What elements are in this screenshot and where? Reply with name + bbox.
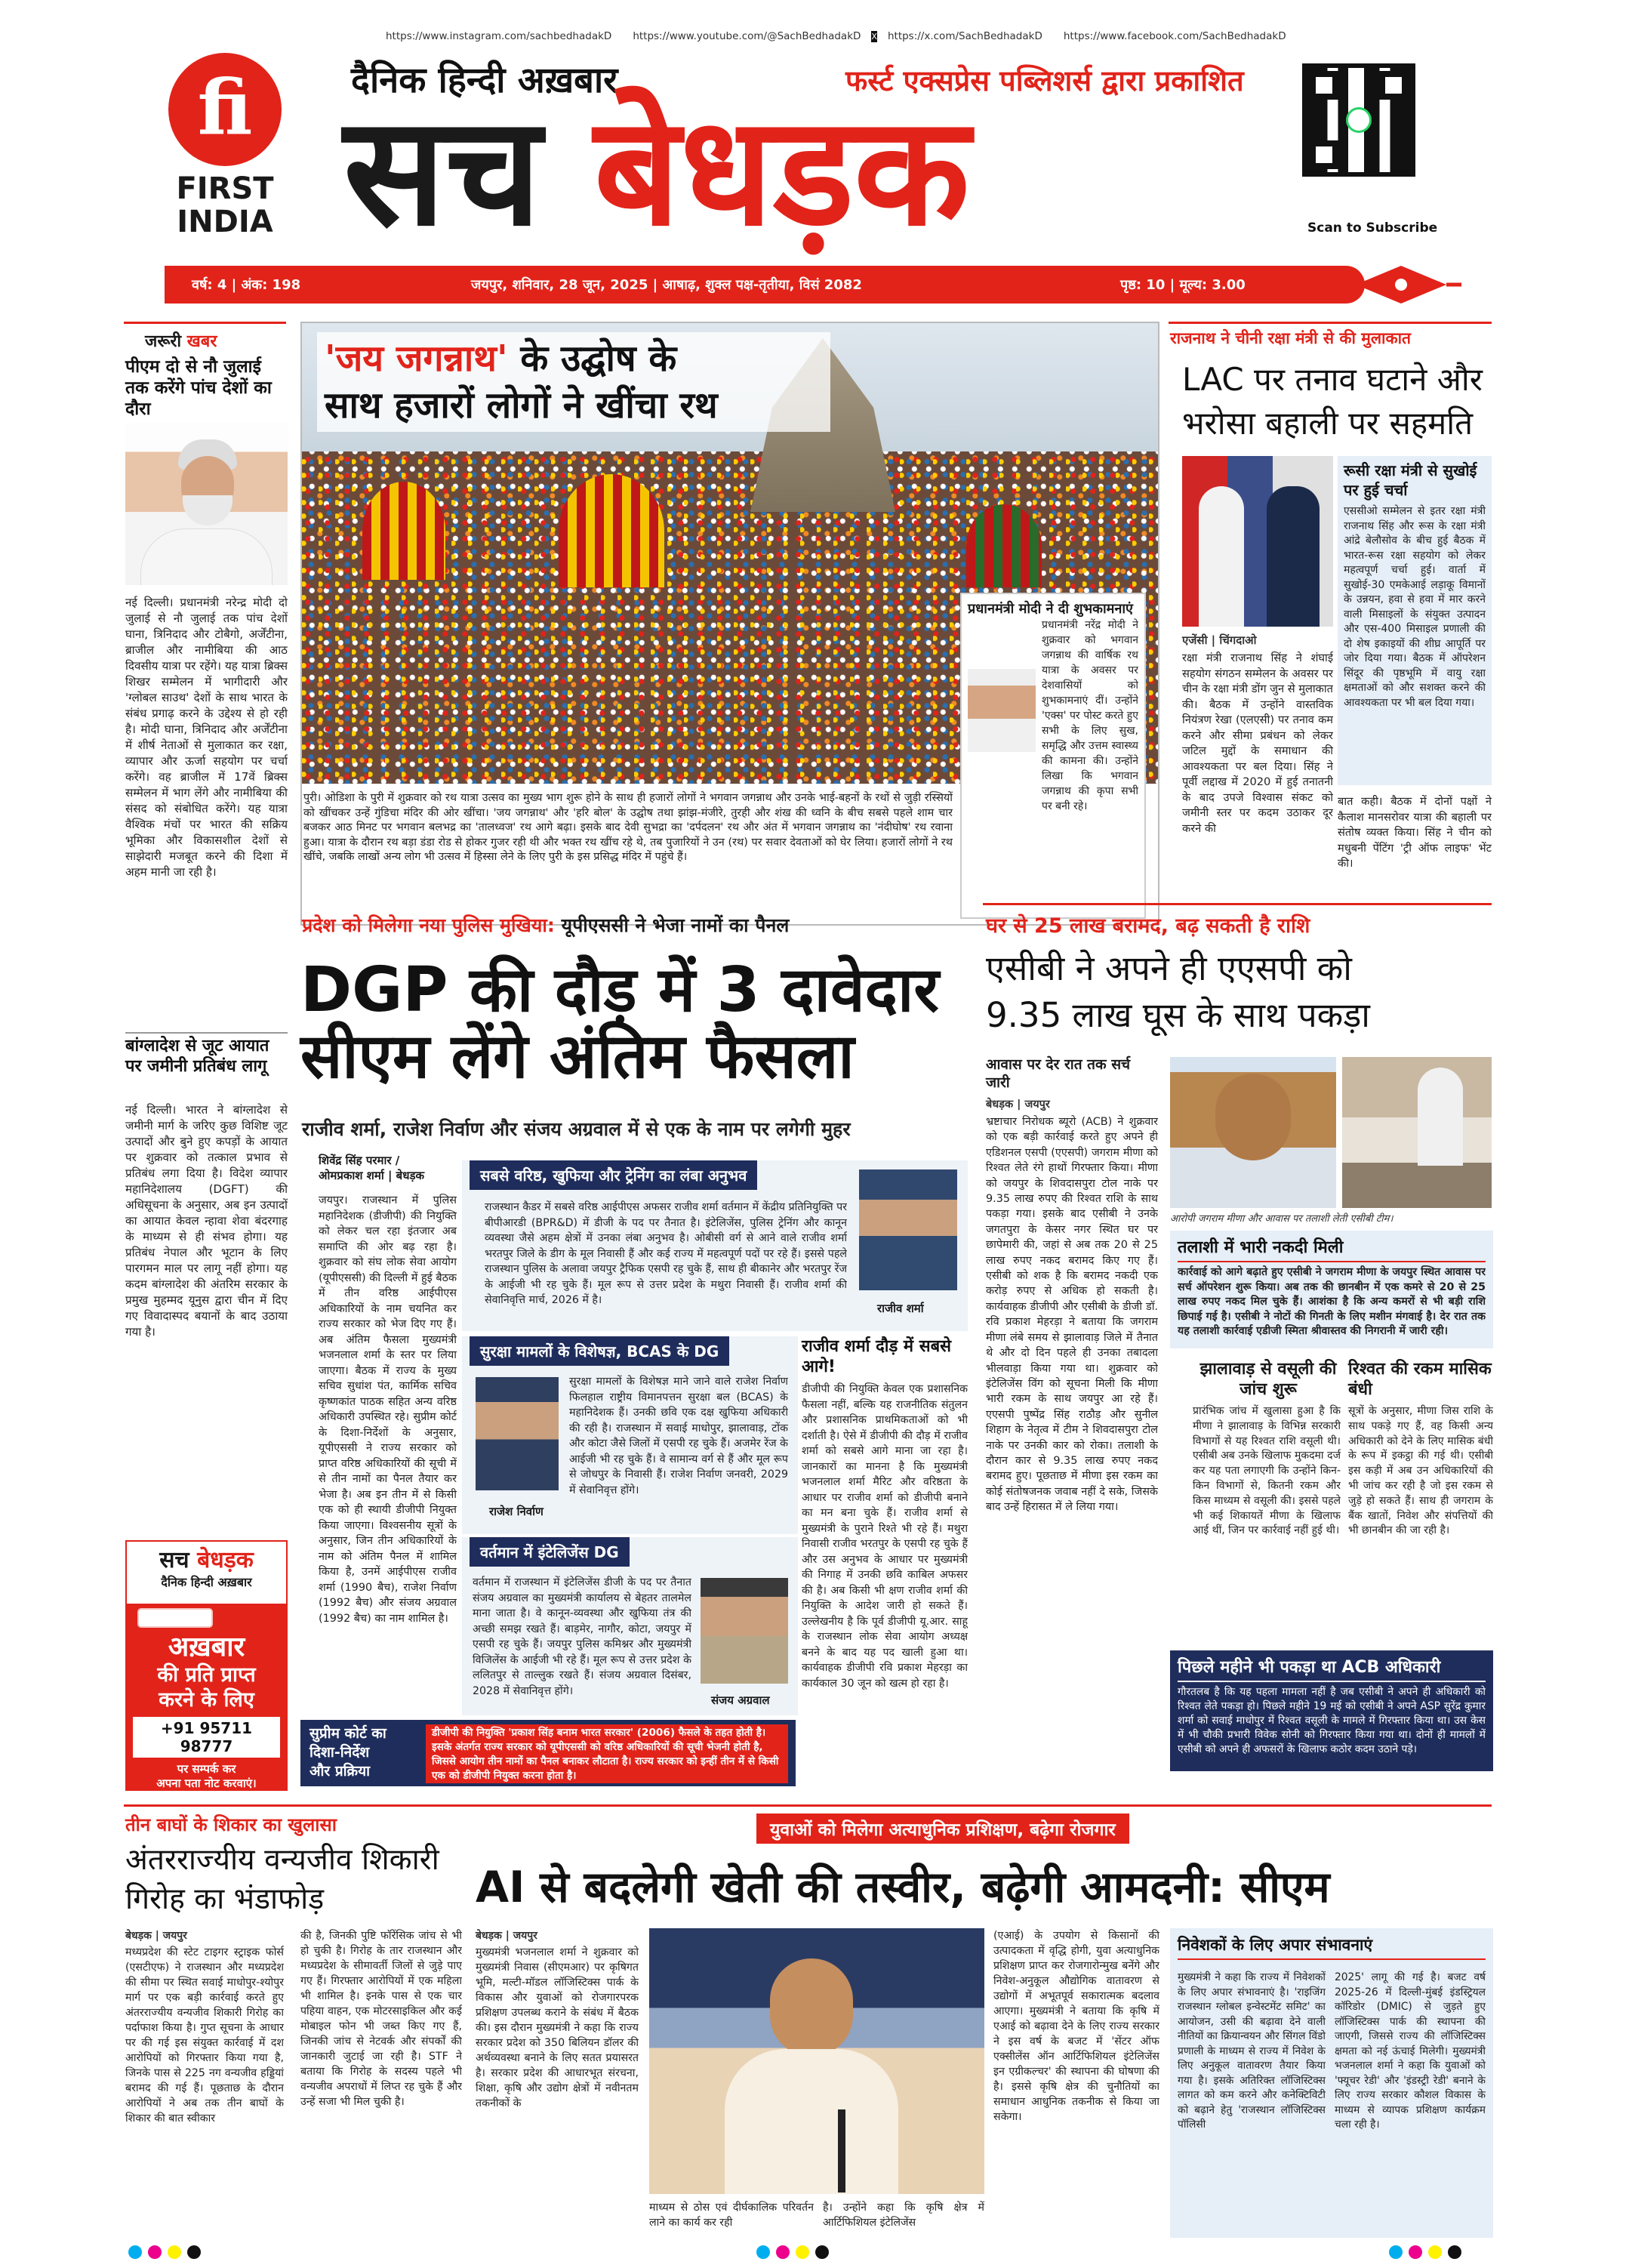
subscribe-qr[interactable]	[1302, 63, 1415, 177]
first-india-text-1: FIRST	[176, 171, 274, 206]
ad-title-1: सच	[159, 1547, 189, 1573]
pen-nib-icon	[1356, 260, 1461, 310]
first-india-text-2: INDIA	[177, 205, 273, 239]
acb-headline-1: एसीबी ने अपने ही एएसपी को	[986, 948, 1352, 988]
ad-line-2: की प्रति प्राप्त	[157, 1663, 256, 1687]
dot-yellow	[168, 2245, 181, 2259]
masthead-title-sach: सच	[343, 84, 542, 260]
acb-photo-accused	[1170, 1057, 1336, 1208]
rajesh-nirvan-name: राजेश निर्वाण	[489, 1505, 544, 1518]
rishwat-title: रिश्वत की रकम मासिक बंधी	[1348, 1360, 1492, 1399]
zaroori-label-2: खबर	[186, 332, 217, 351]
rajnath-photo	[1182, 456, 1333, 627]
cm-photo-head	[770, 1958, 853, 2057]
russia-subbox	[1338, 456, 1492, 785]
ad-top	[127, 1542, 286, 1604]
modi-photo-body	[140, 528, 273, 585]
last-month-title: पिछले महीने भी पकड़ा था ACB अधिकारी	[1178, 1655, 1486, 1682]
ai-byline: बेधड़क | जयपुर	[476, 1930, 537, 1942]
modi-photo	[125, 423, 288, 585]
rajnath-body-2: बात कही। बैठक में दोनों पक्षों ने कैलाश मानसरोवर यात्रा की बहाली पर संतोष व्यक्त किया। सिंह ने चीन को मधुबनी पेंटिंग 'ट्री ऑफ लाइफ' भेंट की।	[1338, 795, 1492, 870]
zaroori-body: नई दिल्ली। प्रधानमंत्री नरेन्द्र मोदी दो जुलाई से नौ जुलाई तक पांच देशों घाना, त्रिनिदाद और टोबैगो, अर्जेंटीना, ब्राजील और नामीबिया की आठ दिवसीय यात्रा पर रहेंगे। यह यात्रा ब्रिक्स शिखर सम्मेलन में भागीदारी और 'ग्लोबल साउथ' देशों के साथ भारत के संबंध प्रगाढ़ करने के उद्देश्य से हो रही है। मोदी घाना, त्रिनिदाद और अर्जेंटीना में शीर्ष नेताओं से मुलाकात कर रक्षा, व्यापार और ऊर्जा सहयोग पर चर्चा करेंगे। वह ब्राजील में 17वें ब्रिक्स सम्मेलन में भाग लेंगे और नामीबिया की संसद को संबोधित करेंगे। यह यात्रा वैश्विक मंचों पर भारत की सक्रिय भूमिका और विकासशील देशों से साझेदारी मजबूत करने की दिशा में अहम मानी जा रही है।	[125, 596, 288, 879]
registration-dots-right	[1389, 2245, 1461, 2259]
pm-wishes-body: प्रधानमंत्री नरेंद्र मोदी ने शुक्रवार को भगवान जगन्नाथ की वार्षिक रथ यात्रा के अवसर पर देशवासियों को शुभकामनाएं दीं। उन्होंने 'एक्स' पर पोस्ट करते हुए सभी के लिए सुख, समृद्धि और उत्तम स्वास्थ्य की कामना की। उन्होंने लिखा कि भगवान जगन्नाथ की कृपा सभी पर बनी रहे।	[1042, 619, 1138, 812]
ai-col-1: मुख्यमंत्री भजनलाल शर्मा ने शुक्रवार को मुख्यमंत्री निवास (सीएमआर) पर कृषिगत भूमि, मल्टी-मॉडल लॉजिस्टिक्स पार्क के विकास और युवाओं को रोजगारपरक प्रशिक्षण उपलब्ध कराने के संबंध में बैठक की। इस दौरान मुख्यमंत्री ने कहा कि राज्य सरकार प्रदेश को 350 बिलियन डॉलर की अर्थव्यवस्था बनाने के लिए सतत प्रयासरत है। सरकार प्रदेश की आधारभूत संरचना, शिक्षा, कृषि और उद्योग क्षेत्रों में नवीनतम तकनीकों के	[476, 1946, 639, 2109]
tiger-col-1: मध्यप्रदेश की स्टेट टाइगर स्ट्राइक फोर्स (एसटीएफ) ने राजस्थान और मध्यप्रदेश की सीमा पर स्थित सवाई माधोपुर-श्योपुर मार्ग पर एक बड़ी कार्रवाई करते हुए अंतरराज्यीय वन्यजीव शिकारी गिरोह का पर्दाफाश किया है। गुप्त सूचना के आधार पर की गई इस संयुक्त कार्रवाई में दश आरोपियों को गिरफ्तार किया गया है, जिनके पास से 225 नग वन्यजीव हड्डियां बरामद की गई हैं। पूछताछ के दौरान आरोपियों ने अब तक तीन बाघों के शिकार की बात स्वीकार	[125, 1946, 284, 2125]
rajnath-headline: LAC पर तनाव घटाने और भरोसा बहाली पर सहमति	[1182, 361, 1483, 442]
acb-photo-caption: आरोपी जगराम मीणा और आवास पर तलाशी लेती एसीबी टीम।	[1170, 1213, 1393, 1225]
dgp-byline-1: शिवेंद्र सिंह परमार /	[319, 1154, 400, 1167]
ad-foot-2: अपना पता नोट करवाएं।	[156, 1776, 257, 1790]
ai-col-2: (एआई) के उपयोग से किसानों की उत्पादकता में वृद्धि होगी, युवा अत्याधुनिक प्रशिक्षण प्राप्त कर रोजगारोन्मुख बनेंगे और निवेश-अनुकूल औद्योगिक वातावरण से उद्योगों में अभूतपूर्व सकारात्मक बदलाव आएगा। मुख्यमंत्री ने बताया कि कृषि में एआई को बढ़ावा देने के लिए राज्य सरकार ने इस वर्ष के बजट में 'सेंटर ऑफ एक्सीलेंस ऑन आर्टिफिशियल इंटेलिजेंस इन एग्रीकल्चर' की स्थापना की घोषणा की है। इससे कृषि क्षेत्र की चुनौतियों का समाधान आधुनिक तकनीक से किया जा सकेगा।	[993, 1930, 1159, 2123]
rajnath-photo-person-2	[1267, 486, 1320, 627]
social-strip	[375, 27, 1286, 45]
investor-col-1: मुख्यमंत्री ने कहा कि राज्य में निवेशकों के लिए अपार संभावनाएं है। 'राइजिंग राजस्थान ग्लोबल इन्वेस्टमेंट समिट' का आयोजन, उसी की बढ़ावा देने वाली नीतियों का क्रियान्वयन और सिंगल विंडो प्रणाली के माध्यम से राज्य में निवेश के लिए अनुकूल वातावरण तैयार किया गया है। इसके अतिरिक्त लॉजिस्टिक्स लागत को कम करने और कनेक्टिविटी को बढ़ाने हेतु 'राजस्थान लॉजिस्टिक्स पॉलिसी	[1178, 1971, 1326, 2131]
tiger-kicker: तीन बाघों के शिकार का खुलासा	[125, 1814, 337, 1835]
zaroori-label-1: जरूरी	[145, 332, 182, 351]
bangladesh-body: नई दिल्ली। भारत ने बांग्लादेश से जमीनी मार्ग के जरिए कुछ विशिष्ट जूट उत्पादों और बुने हुए कपड़ों के आयात पर शुक्रवार को तत्काल प्रभाव से प्रतिबंध लगा दिया है। विदेश व्यापार महानिदेशालय (DGFT) की अधिसूचना के अनुसार, अब इन उत्पादों का आयात केवल न्हावा शेवा बंदरगाह के माध्यम से ही संभव होगा। यह प्रतिबंध नेपाल और भूटान के लिए पारगमन माल पर लागू नहीं होगा। यह कदम बांग्लादेश की अंतरिम सरकार के प्रमुख मुहम्मद यूनुस द्वारा चीन में दिए गए विवादास्पद बयानों के बाद उठाया गया है।	[125, 1103, 288, 1339]
masthead-publisher: फर्स्ट एक्सप्रेस पब्लिशर्स द्वारा प्रकाशित	[845, 64, 1244, 97]
acb-photo-team-person	[1418, 1068, 1463, 1166]
rajesh-nirvan-photo	[476, 1377, 559, 1490]
dgp-box-2-body: सुरक्षा मामलों के विशेषज्ञ माने जाने वाले राजेश निर्वाण फिलहाल राष्ट्रीय विमानपत्तन सुरक्षा बल (BCAS) के महानिदेशक हैं। उनकी छवि एक दक्ष खुफिया अधिकारी की रही है। राजस्थान में सवाई माधोपुर, झालावाड़, टोंक और कोटा जैसे जिलों में एसपी रह चुके हैं। अजमेर रेंज के आईजी भी रह चुके हैं। वे सामान्य वर्ग से हैं और मूल रूप से जोधपुर के निवासी हैं। राजेश निर्वाण जनवरी, 2029 में सेवानिवृत्त होंगे।	[569, 1376, 788, 1496]
investor-box	[1170, 1928, 1493, 2238]
acb-kicker: घर से 25 लाख बरामद, बढ़ सकती है राशि	[986, 914, 1310, 938]
dateline-bar	[165, 266, 1365, 304]
ad-foot-1: पर सम्पर्क कर	[177, 1762, 236, 1776]
ai-col-2-end: है। उन्होंने कहा कि कृषि क्षेत्र में आर्टिफिशियल इंटेलिजेंस	[823, 2202, 984, 2229]
ad-sub: दैनिक हिन्दी अख़बार	[161, 1575, 252, 1589]
ai-headline: AI से बदलेगी खेती की तस्वीर, बढ़ेगी आमदनी: सीएम	[476, 1863, 1330, 1912]
rajnath-photo-person-1	[1199, 486, 1244, 627]
rajiv-sharma-photo	[859, 1169, 957, 1290]
sc-body: डीजीपी की नियुक्ति 'प्रकाश सिंह बनाम भारत सरकार' (2006) फैसले के तहत होती है। इसके अंतर्गत राज्य सरकार को यूपीएससी को वरिष्ठ अधिकारियों की सूची भेजनी होती है, जिससे आयोग तीन नामों का पैनल बनाकर लौटाता है। राज्य सरकार को इन्हीं तीन में से किसी एक को डीजीपी नियुक्त करना होता है।	[426, 1724, 788, 1783]
jagannath-caption: पुरी। ओडिशा के पुरी में शुक्रवार को रथ यात्रा उत्सव का मुख्य भाग शुरू होने के साथ ही हजारों लोगों ने भगवान जगन्नाथ और उनके भाई-बहनों के रथों से जुड़ी रस्सियों को खींचकर उन्हें गुंडिचा मंदिर की ओर खींचा। 'जय जगन्नाथ' और 'हरि बोल' के उद्घोष तथा झांझ-मंजीरे, तुरही और शंख की ध्वनि के बीच सबसे पहले शाम चार बजकर आठ मिनट पर भगवान बलभद्र का 'तालध्वज' रथ आगे बढ़ा। इसके बाद देवी सुभद्रा का 'दर्पदलन' रथ और अंत में भगवान जगन्नाथ का 'नंदीघोष' रथ रवाना हुआ। यात्रा के दौरान रथ बड़ा डंडा रोड से होकर गुजर रही थी और भक्त रथ खींच रहे थे, तब पुजारियों ने उन (रथ) पर सवार देवताओं को घेर लिया। हजारों लोगों ने रथ खींचे, जबकि लाखों अन्य लोग भी उत्सव में हिस्सा लेने के लिए पुरी के इस प्रसिद्ध मंदिर में पहुंचे हैं।	[303, 792, 953, 863]
sc-title	[309, 1724, 421, 1781]
dgp-box-3-body: वर्तमान में राजस्थान में इंटेलिजेंस डीजी के पद पर तैनात संजय अग्रवाल का मुख्यमंत्री कार्यालय से बेहतर तालमेल माना जाता है। वे कानून-व्यवस्था और खुफिया तंत्र की अच्छी समझ रखते हैं। बाड़मेर, नागौर, कोटा, जयपुर में एसपी रह चुके हैं। जयपुर पुलिस कमिश्नर और मुख्यमंत्री विजिलेंस के आईजी भी रहे हैं। मूल रूप से उत्तर प्रदेश के ललितपुर से ताल्लुक रखते हैं। संजय अग्रवाल दिसंबर, 2028 में सेवानिवृत्त होंगे।	[473, 1576, 691, 1697]
russia-subbox-title: रूसी रक्षा मंत्री से सुखोई पर हुई चर्चा	[1344, 461, 1477, 499]
dgp-box-1-title: सबसे वरिष्ठ, खुफिया और ट्रेनिंग का लंबा अनुभव	[470, 1160, 757, 1190]
tiger-col-2: की है, जिनकी पुष्टि फॉरेंसिक जांच से भी हो चुकी है। गिरोह के तार राजस्थान और मध्यप्रदेश के सीमावर्ती जिलों से जुड़े पाए गए हैं। गिरफ्तार आरोपियों में एक महिला भी शामिल है। इनके पास से एक चार पहिया वाहन, एक मोटरसाइकिल और कई मोबाइल फोन भी जब्त किए गए हैं, जिनकी जांच से नेटवर्क और संपर्कों की जानकारी जुटाई जा रही है। STF ने बताया कि गिरोह के सदस्य पहले भी वन्यजीव अपराधों में लिप्त रह चुके हैं और उन्हें सजा भी मिल चुकी है।	[300, 1930, 462, 2108]
dgp-box-3	[462, 1537, 798, 1715]
first-india-logo	[165, 53, 285, 242]
dgp-box-3-title: वर्तमान में इंटेलिजेंस DG	[470, 1537, 630, 1567]
date-line: जयपुर, शनिवार, 28 जून, 2025 | आषाढ़, शुक्ल पक्ष-तृतीया, विसं 2082	[471, 277, 862, 293]
dgp-side-col	[802, 1336, 968, 1740]
dgp-headline-1: DGP की दौड़ में 3 दावेदार	[300, 954, 939, 1026]
acb-body: भ्रष्टाचार निरोधक ब्यूरो (ACB) ने शुक्रवार को एक बड़ी कार्रवाई करते हुए अपने ही एडिशनल एसपी (एएसपी) जगराम मीणा को रिश्वत लेते रंगे हाथों गिरफ्तार किया। मीणा को जयपुर के शिवदासपुरा टोल नाके पर 9.35 लाख रुपए की रिश्वत राशि के साथ पकड़ा गया। इसके बाद एसीबी ने उनके जगतपुरा के केसर नगर स्थित घर पर छापेमारी की, जहां से अब तक 20 से 25 लाख रुपए नकद बरामद किए गए हैं। एसीबी को शक है कि बरामद नकदी एक करोड़ रुपए से अधिक हो सकती है। कार्यवाहक डीजीपी और एसीबी के डीजी डॉ. रवि प्रकाश मेहरड़ा ने बताया कि जगराम मीणा लंबे समय से झालावाड़ जिले में तैनात थे और दो दिन पहले ही उनका तबादला भीलवाड़ा किया गया था। शुक्रवार को इंटेलिजेंस विंग को सूचना मिली कि मीणा भारी रकम के साथ जयपुर आ रहे हैं। एएसपी पुष्पेंद्र सिंह राठौड़ और सुनील शिहाग के नेतृत्व में टीम ने शिवदासपुरा टोल नाके पर उनकी कार को रोका। तलाशी के दौरान कार से 9.35 लाख रुपए नकद बरामद हुए। पूछताछ में मीणा इस रकम का कोई संतोषजनक जवाब नहीं दे सके, जिसके बाद उन्हें हिरासत में ले लिया गया।	[986, 1116, 1158, 1514]
rajnath-body: रक्षा मंत्री राजनाथ सिंह ने शंघाई सहयोग संगठन सम्मेलन के अवसर पर चीन के रक्षा मंत्री डोंग जुन से मुलाकात की। बैठक में उन्होंने वास्तविक नियंत्रण रेखा (एलएसी) पर तनाव कम करने और सीमा प्रबंधन को लेकर जटिल मुद्दों के समाधान की आवश्यकता पर बल दिया। सिंह ने पूर्वी लद्दाख में 2020 में हुई तनातनी के बाद उपजे विश्वास संकट को जमीनी स्तर पर कदम उठाकर दूर करने की	[1182, 652, 1333, 835]
dgp-body: जयपुर। राजस्थान में पुलिस महानिदेशक (डीजीपी) की नियुक्ति को लेकर चल रहा इंतजार अब समाप्ति की ओर बढ़ रहा है। शुक्रवार को संघ लोक सेवा आयोग (यूपीएससी) की दिल्ली में हुई बैठक में तीन वरिष्ठ आईपीएस अधिकारियों के नाम चयनित कर राज्य सरकार को भेज दिए गए हैं। अब अंतिम फैसला मुख्यमंत्री भजनलाल शर्मा के स्तर पर लिया जाएगा। बैठक में राज्य के मुख्य सचिव सुधांश पंत, कार्मिक सचिव कृष्णकांत पाठक सहित अन्य वरिष्ठ अधिकारी उपस्थित रहे। सुप्रीम कोर्ट के दिशा-निर्देशों के अनुसार, यूपीएससी ने राज्य सरकार को प्राप्त वरिष्ठ अधिकारियों की सूची में से तीन नामों का पैनल तैयार कर भेजा है। अब इन तीन में से किसी एक को ही स्थायी डीजीपी नियुक्त किया जाएगा। विश्वसनीय सूत्रों के अनुसार, जिन तीन अधिकारियों के नाम को अंतिम पैनल में शामिल किया है, उनमें आईपीएस राजीव शर्मा (1990 बैच), राजेश निर्वाण (1992 बैच) और संजय अग्रवाल (1992 बैच) का नाम शामिल है।	[319, 1194, 457, 1625]
x-link[interactable]: https://x.com/SachBedhadakD	[887, 30, 1042, 42]
cm-photo-body	[725, 2049, 898, 2194]
ad-paper-icon	[137, 1608, 213, 1628]
dot-magenta	[1409, 2245, 1422, 2259]
russia-subbox-body: एससीओ सम्मेलन से इतर रक्षा मंत्री राजनाथ सिंह और रूस के रक्षा मंत्री आंद्रे बेलौसोव के बीच हुई बैठक में भारत-रूस रक्षा सहयोग को लेकर महत्वपूर्ण चर्चा हुई। वार्ता में सुखोई-30 एमकेआई लड़ाकू विमानों के उन्नयन, हवा से हवा में मार करने वाली मिसाइलों के संयुक्त उत्पादन और एस-400 मिसाइल प्रणाली की दो शेष इकाइयों की शीघ्र आपूर्ति पर जोर दिया गया। बैठक में ऑपरेशन सिंदूर की पृष्ठभूमि में वायु रक्षा क्षमताओं को और सशक्त करने की आवश्यकता पर भी बल दिया गया।	[1344, 505, 1486, 709]
dot-cyan	[756, 2245, 770, 2259]
qr-finder-bl	[1310, 140, 1338, 169]
jagannath-headline-1: के उद्घोष के	[520, 337, 677, 380]
youtube-link[interactable]: https://www.youtube.com/@SachBedhadakD	[633, 30, 861, 42]
dgp-subheadline: राजीव शर्मा, राजेश निर्वाण और संजय अग्रवाल में से एक के नाम पर लगेगी मुहर	[302, 1118, 851, 1140]
registration-dots-mid	[756, 2245, 829, 2259]
acb-photo-team	[1342, 1057, 1492, 1208]
dgp-kicker-1: प्रदेश को मिलेगा नया पुलिस मुखिया:	[302, 914, 555, 936]
qr-finder-tl	[1310, 71, 1338, 100]
dot-black	[1448, 2245, 1461, 2259]
dot-cyan	[1389, 2245, 1403, 2259]
jagannath-headline	[317, 332, 830, 432]
ad-phone[interactable]: +91 95711 98777	[133, 1717, 280, 1758]
acb-headline	[986, 945, 1496, 1039]
jhalawar-body: प्रारंभिक जांच में खुलासा हुआ है कि मीणा ने झालावाड़ के विभिन्न सरकारी विभागों से यह रिश्वत राशि वसूली थी। एसीबी अब उनके खिलाफ मुकदमा दर्ज कर यह पता लगाएगी कि उन्होंने किन-किन विभागों से, कितनी रकम और किस माध्यम से वसूली की। इससे पहले भी कई शिकायतें मीणा के खिलाफ आई थीं, जिन पर कार्रवाई नहीं हुई थी।	[1193, 1405, 1341, 1537]
dot-yellow	[1428, 2245, 1442, 2259]
last-month-box	[1170, 1650, 1493, 1771]
sanjay-agrawal-photo	[701, 1578, 788, 1684]
investor-col-2: 2025' लागू की गई है। बजट वर्ष 2025-26 में दिल्ली-मुंबई इंडस्ट्रियल कॉरिडोर (DMIC) से जुड़ते हुए लॉजिस्टिक्स पार्क की स्थापना की जाएगी, जिससे राज्य की लॉजिस्टिक्स क्षमता को नई ऊंचाई मिलेगी। मुख्यमंत्री भजनलाल शर्मा ने कहा कि युवाओं को 'फ्यूचर रेडी' और 'इंडस्ट्री रेडी' बनाने के लिए राज्य सरकार कौशल विकास के माध्यम से व्यापक प्रशिक्षण कार्यक्रम चला रही है।	[1335, 1971, 1486, 2131]
cm-photo	[649, 1928, 984, 2194]
sc-title-2: दिशा-निर्देश	[309, 1744, 370, 1761]
dgp-kicker	[302, 912, 951, 938]
bottom-section-rule	[124, 1804, 1492, 1807]
talashi-title: तलाशी में भारी नकदी मिली	[1178, 1235, 1486, 1262]
issue-number: वर्ष: 4 | अंक: 198	[192, 277, 301, 293]
masthead-title	[343, 84, 970, 260]
acb-headline-2: 9.35 लाख घूस के साथ पकड़ा	[986, 995, 1370, 1035]
dgp-byline-2: ओमप्रकाश शर्मा | बेधड़क	[319, 1169, 424, 1182]
rajiv-sharma-name: राजीव शर्मा	[877, 1302, 924, 1315]
ad-title	[127, 1548, 286, 1573]
jhalawar-title: झालावाड़ से वसूली की जांच शुरू	[1199, 1360, 1337, 1399]
pages-price: पृष्ठ: 10 | मूल्य: 3.00	[1120, 277, 1246, 293]
talashi-box	[1170, 1231, 1493, 1348]
dgp-box-2	[462, 1336, 798, 1534]
dot-yellow	[796, 2245, 809, 2259]
sc-title-3: और प्रक्रिया	[309, 1763, 371, 1780]
dot-magenta	[148, 2245, 162, 2259]
sc-box	[300, 1720, 796, 1786]
first-india-logo-circle: fi	[168, 53, 282, 166]
dgp-box-2-title: सुरक्षा मामलों के विशेषज्ञ, BCAS के DG	[470, 1336, 729, 1366]
rajnath-kicker: राजनाथ ने चीनी रक्षा मंत्री से की मुलाकात	[1170, 329, 1412, 347]
zaroori-label	[145, 329, 217, 352]
jagannath-headline-2: साथ हजारों लोगों ने खींचा रथ	[325, 384, 718, 427]
qr-center-logo	[1346, 107, 1372, 133]
dgp-headline-2: सीएम लेंगे अंतिम फैसला	[300, 1021, 855, 1092]
cm-photo-mic	[838, 2109, 845, 2193]
modi-photo-beard	[183, 495, 233, 525]
dot-cyan	[128, 2245, 142, 2259]
instagram-link[interactable]: https://www.instagram.com/sachbedhadakD	[386, 30, 612, 42]
registration-dots-left	[128, 2245, 201, 2259]
investor-title: निवेशकों के लिए अपार संभावनाएं	[1178, 1934, 1486, 1960]
facebook-link[interactable]: https://www.facebook.com/SachBedhadakD	[1063, 30, 1286, 42]
last-month-body: गौरतलब है कि यह पहला मामला नहीं है जब एसीबी ने अपने ही अधिकारी को रिश्वत लेते पकड़ा हो। पिछले महीने 19 मई को एसीबी ने अपने ASP सुरेंद्र कुमार शर्मा को सवाई माधोपुर में रिश्वत वसूली के मामले में गिरफ्तार किया था। उस केस में भी चौकी प्रभारी विवेक सोनी को गिरफ्तार किया गया था। दोनों ही मामलों में एसीबी को अपने ही अफसरों के खिलाफ कठोर कदम उठाने पड़े।	[1178, 1686, 1486, 1755]
x-icon: X	[871, 31, 877, 42]
chariot-1	[362, 482, 445, 580]
rishwat-body: सूत्रों के अनुसार, मीणा जिस राशि के साथ पकड़े गए हैं, वह किसी अन्य अधिकारी को देने के लिए मासिक बंधी के रूप में इकट्ठा की गई थी। एसीबी इस कड़ी में अब उन अधिकारियों की भी जांच कर रही है जो इस रकम से जुड़े हो सकते हैं। साथ ही जगराम के बैंक खातों, निवेश और संपत्तियों की भी छानबीन की जा रही है।	[1348, 1405, 1493, 1537]
dgp-box-1-body: राजस्थान कैडर में सबसे वरिष्ठ आईपीएस अफसर राजीव शर्मा वर्तमान में केंद्रीय प्रतिनियुक्ति पर बीपीआरडी (BPR&D) में डीजी के पद पर तैनात है। इंटेलिजेंस, पुलिस ट्रेनिंग और कानून व्यवस्था जैसे अहम क्षेत्रों में उनका लंबा अनुभव है। ओबीसी वर्ग से आने वाले राजीव शर्मा भरतपुर जिले के डीग के मूल निवासी हैं और कई राज्य में महत्वपूर्ण पदों पर रहे हैं। इससे पहले राजस्थान पुलिस के अलावा जयपुर ट्रैफिक एसपी रह चुके हैं, साथ ही बीकानेर और भरतपुर रेंज के आईजी भी रह चुके हैं। मूल रूप से उत्तर प्रदेश के मथुरा निवासी हैं। राजीव शर्मा की सेवानिवृत्ति मार्च, 2026 में है।	[485, 1201, 847, 1306]
masthead-tagline: दैनिक हिन्दी अख़बार	[351, 60, 618, 101]
dot-black	[187, 2245, 201, 2259]
ad-line-1: अख़बार	[168, 1632, 245, 1662]
zaroori-headline: पीएम दो से नौ जुलाई तक करेंगे पांच देशों का दौरा	[125, 357, 272, 419]
qr-finder-tr	[1379, 71, 1408, 100]
acb-byline: बेधड़क | जयपुर	[986, 1099, 1050, 1111]
acb-sub: आवास पर देर रात तक सर्च जारी	[986, 1056, 1131, 1091]
dot-magenta	[776, 2245, 790, 2259]
dgp-kicker-2: यूपीएससी ने भेजा नामों का पैनल	[561, 914, 790, 936]
pm-wishes-photo	[968, 669, 1036, 752]
jagannath-headline-quote: 'जय जगन्नाथ'	[325, 337, 508, 380]
tiger-byline: बेधड़क | जयपुर	[125, 1930, 187, 1942]
ad-line-3: करने के लिए	[159, 1688, 254, 1712]
sanjay-agrawal-name: संजय अग्रवाल	[711, 1693, 770, 1707]
chariot-2	[559, 474, 664, 587]
dgp-side-body: डीजीपी की नियुक्ति केवल एक प्रशासनिक फैसला नहीं, बल्कि यह राजनीतिक संतुलन और प्रशासनिक प्राथमिकताओं को भी दर्शाती है। ऐसे में डीजीपी की दौड़ में राजीव शर्मा को सबसे आगे माना जा रहा है। जानकारों का मानना है कि मुख्यमंत्री भजनलाल शर्मा मैरिट और वरिष्ठता के आधार पर राजीव शर्मा को डीजीपी बनाने का मन बना चुके हैं। राजीव शर्मा से मुख्यमंत्री के पुराने रिश्ते भी रहे हैं। मथुरा निवासी राजीव भरतपुर के एसपी रह चुके हैं और उस अनुभव के आधार पर मुख्यमंत्री की निगाह में उनकी छवि काबिल अफसर की है। अब किसी भी क्षण राजीव शर्मा की नियुक्ति के आदेश जारी हो सकते हैं। उल्लेखनीय है कि पूर्व डीजीपी यू.आर. साहू के राजस्थान लोक सेवा आयोग अध्यक्ष बनने के बाद यह पद खाली हुआ था। कार्यवाहक डीजीपी रवि प्रकाश मेहरड़ा का कार्यकाल 30 जून को खत्म हो रहा है।	[802, 1383, 968, 1690]
pm-wishes-title: प्रधानमंत्री मोदी ने दी शुभकामनाएं	[968, 601, 1133, 617]
bangladesh-headline: बांग्लादेश से जूट आयात पर जमीनी प्रतिबंध लागू	[125, 1037, 269, 1076]
sc-title-1: सुप्रीम कोर्ट का	[309, 1725, 386, 1742]
acb-top-rule	[983, 903, 1492, 905]
dgp-byline	[319, 1153, 424, 1183]
dgp-box-1	[462, 1160, 968, 1331]
scan-to-subscribe: Scan to Subscribe	[1307, 220, 1438, 236]
tiger-headline: अंतरराज्यीय वन्यजीव शिकारी गिरोह का भंडाफोड़	[125, 1843, 439, 1916]
dot-black	[815, 2245, 829, 2259]
ai-kicker: युवाओं को मिलेगा अत्याधुनिक प्रशिक्षण, बढ़ेगा रोजगार	[756, 1813, 1129, 1844]
left-col-rule-2	[125, 1032, 288, 1034]
left-col-top-rule	[124, 322, 286, 324]
chariot-3	[966, 504, 1042, 587]
subscription-ad[interactable]	[125, 1540, 288, 1791]
masthead-title-bedhadak: बेधड़क	[593, 84, 970, 260]
ai-photo-caption: माध्यम से ठोस एवं दीर्घकालिक परिवर्तन लाने का कार्य कर रही	[649, 2202, 814, 2229]
acb-photo-accused-head	[1215, 1074, 1291, 1160]
talashi-body: कार्रवाई को आगे बढ़ाते हुए एसीबी ने जगराम मीणा के जयपुर स्थित आवास पर सर्च ऑपरेशन शुरू किया। अब तक की छानबीन में एक कमरे से 20 से 25 लाख रुपए नकद मिल चुके हैं। आशंका है कि अन्य कमरों से भी बड़ी राशि छिपाई गई है। एसीबी ने नोटों की गिनती के लिए मशीन मंगवाई है। देर रात तक यह तलाशी कार्रवाई एडीजी स्मिता श्रीवास्तव की निगरानी में जारी रही।	[1178, 1266, 1486, 1337]
ad-title-2: बेधड़क	[197, 1547, 254, 1573]
dgp-side-title: राजीव शर्मा दौड़ में सबसे आगे!	[802, 1337, 952, 1376]
rajnath-top-rule	[1169, 322, 1492, 324]
rajnath-byline: एजेंसी | चिंगदाओ	[1182, 633, 1257, 647]
pm-wishes-box	[960, 593, 1146, 919]
